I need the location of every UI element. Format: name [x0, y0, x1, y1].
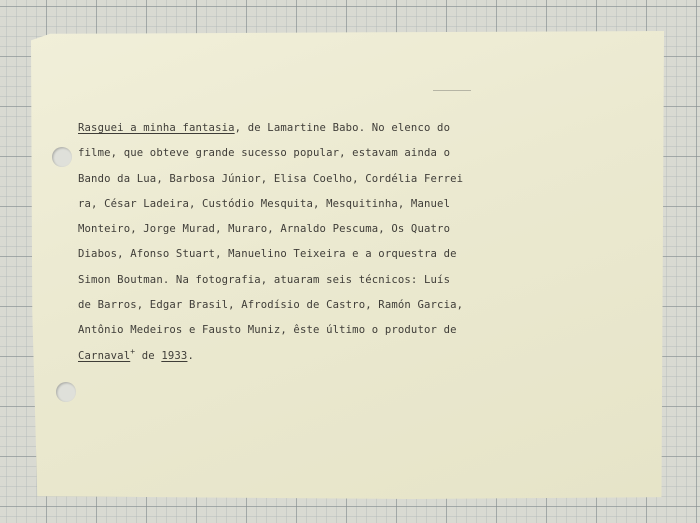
punch-hole-bottom: [56, 382, 76, 402]
text-line-2: filme, que obteve grande sucesso popular, estavam ainda o: [78, 147, 451, 160]
pencil-mark: [433, 90, 471, 91]
typed-text: [78, 116, 548, 369]
cross-reference-mark: +: [130, 346, 136, 356]
text-line-9: Antônio Medeiros e Fausto Muniz, êste último o produtor de: [78, 324, 457, 337]
film-title: Rasguei a minha fantasia: [78, 122, 235, 134]
punch-hole-top: [52, 147, 72, 167]
text-line-10: Carnaval+ de 1933.: [78, 346, 194, 362]
text-line-3: Bando da Lua, Barbosa Júnior, Elisa Coelho, Cordélia Ferrei: [78, 172, 464, 185]
text-line-8: de Barros, Edgar Brasil, Afrodísio de Castro, Ramón Garcia,: [78, 299, 464, 312]
text-line-5: Monteiro, Jorge Murad, Muraro, Arnaldo Pescuma, Os Quatro: [78, 223, 451, 236]
film-reference: Carnaval: [78, 349, 131, 362]
film-year: 1933: [161, 349, 188, 362]
text-line-1: Rasguei a minha fantasia, de Lamartine Babo. No elenco do: [78, 122, 451, 134]
text-line-6: Diabos, Afonso Stuart, Manuelino Teixeira e a orquestra de: [78, 248, 457, 261]
text-line-4: ra, César Ladeira, Custódio Mesquita, Mesquitinha, Manuel: [78, 197, 451, 210]
text-line-7: Simon Boutman. Na fotografia, atuaram seis técnicos: Luís: [78, 273, 451, 286]
